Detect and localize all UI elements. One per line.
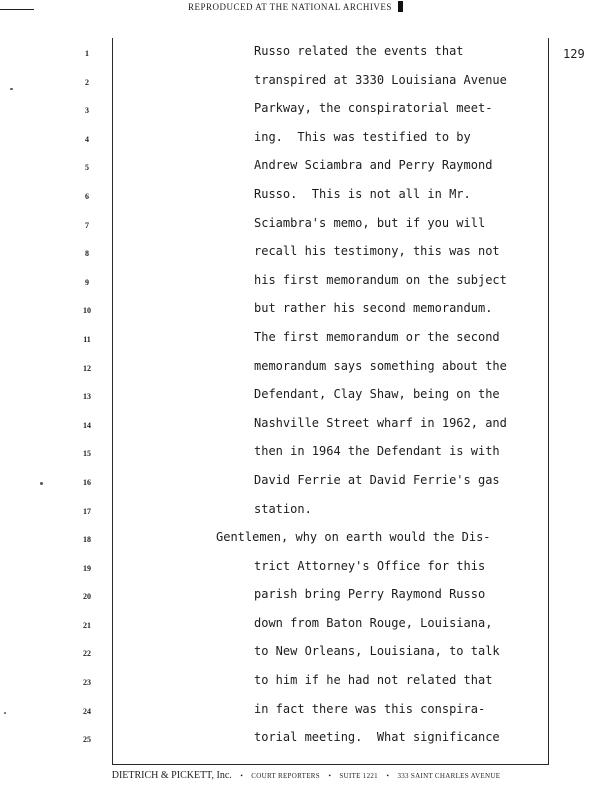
transcript-line bbox=[0, 584, 612, 613]
line-text: David Ferrie at David Ferrie's gas bbox=[254, 472, 500, 487]
line-text: ing. This was testified to by bbox=[254, 129, 471, 144]
transcript-line bbox=[0, 41, 612, 70]
line-number: 10 bbox=[83, 306, 91, 316]
transcript-line bbox=[0, 499, 612, 528]
page-edge-mark bbox=[0, 9, 34, 10]
page-number: 129 bbox=[563, 47, 585, 61]
line-number: 16 bbox=[83, 477, 91, 487]
line-text: recall his testimony, this was not bbox=[254, 244, 500, 259]
line-number: 8 bbox=[85, 249, 89, 259]
line-number: 12 bbox=[83, 363, 91, 373]
transcript-line bbox=[0, 527, 612, 556]
line-number: 7 bbox=[85, 220, 89, 230]
scan-speck bbox=[10, 88, 13, 90]
line-text: parish bring Perry Raymond Russo bbox=[254, 587, 486, 602]
line-number: 13 bbox=[83, 392, 91, 402]
transcript-line bbox=[0, 184, 612, 213]
line-text: his first memorandum on the subject bbox=[254, 272, 507, 287]
transcript-line bbox=[0, 213, 612, 242]
line-number: 14 bbox=[83, 420, 91, 430]
line-text: Russo related the events that bbox=[254, 44, 464, 58]
transcript-line bbox=[0, 70, 612, 99]
footer-address: 333 SAINT CHARLES AVENUE bbox=[397, 772, 501, 780]
line-text: station. bbox=[254, 501, 312, 516]
transcript-line bbox=[0, 727, 612, 756]
transcript-line bbox=[0, 98, 612, 127]
line-text: down from Baton Rouge, Louisiana, bbox=[254, 615, 493, 630]
line-number: 9 bbox=[85, 277, 89, 287]
footer-separator-icon: • bbox=[328, 772, 331, 780]
line-text: torial meeting. What significance bbox=[254, 730, 500, 745]
line-number: 20 bbox=[83, 592, 91, 602]
footer-suite: SUITE 1221 bbox=[339, 772, 378, 780]
transcript-line bbox=[0, 470, 612, 499]
line-text: Gentlemen, why on earth would the Dis- bbox=[216, 530, 491, 545]
line-text: in fact there was this conspira- bbox=[254, 701, 486, 716]
transcript-line bbox=[0, 670, 612, 699]
line-number: 19 bbox=[83, 563, 91, 573]
line-text: Nashville Street wharf in 1962, and bbox=[254, 415, 507, 430]
transcript-lines bbox=[0, 41, 612, 756]
line-number: 2 bbox=[85, 77, 89, 87]
transcript-line bbox=[0, 613, 612, 642]
transcript-line bbox=[0, 298, 612, 327]
transcript-line bbox=[0, 327, 612, 356]
transcript-line bbox=[0, 556, 612, 585]
line-text: Andrew Sciambra and Perry Raymond bbox=[254, 158, 493, 173]
transcript-line bbox=[0, 270, 612, 299]
line-text: Sciambra's memo, but if you will bbox=[254, 215, 486, 230]
line-number: 1 bbox=[85, 49, 89, 58]
transcript-line bbox=[0, 699, 612, 728]
line-number: 21 bbox=[83, 620, 91, 630]
transcript-line bbox=[0, 413, 612, 442]
line-number: 5 bbox=[85, 163, 89, 173]
footer-role: COURT REPORTERS bbox=[251, 772, 320, 780]
scan-speck bbox=[40, 482, 43, 485]
footer-firm: DIETRICH & PICKETT, Inc. bbox=[111, 770, 232, 781]
line-number: 11 bbox=[83, 334, 91, 344]
line-text: transpired at 3330 Louisiana Avenue bbox=[254, 72, 507, 87]
line-number: 15 bbox=[83, 449, 91, 459]
line-number: 22 bbox=[83, 649, 91, 659]
line-text: Russo. This is not all in Mr. bbox=[254, 186, 471, 201]
line-text: The first memorandum or the second bbox=[254, 329, 500, 344]
transcript-line bbox=[0, 641, 612, 670]
court-reporter-footer bbox=[0, 770, 612, 781]
scan-speck bbox=[4, 712, 6, 714]
line-number: 3 bbox=[85, 106, 89, 116]
line-text: to New Orleans, Louisiana, to talk bbox=[254, 644, 500, 659]
line-number: 4 bbox=[85, 134, 89, 144]
line-number: 18 bbox=[83, 535, 91, 545]
line-number: 6 bbox=[85, 191, 89, 201]
line-number: 24 bbox=[83, 706, 91, 716]
line-text: Parkway, the conspiratorial meet- bbox=[254, 101, 493, 116]
line-text: then in 1964 the Defendant is with bbox=[254, 444, 500, 459]
line-number: 23 bbox=[83, 678, 91, 688]
transcript-line bbox=[0, 155, 612, 184]
transcript-line bbox=[0, 384, 612, 413]
line-number: 25 bbox=[83, 735, 91, 745]
stamp-mark-icon bbox=[398, 1, 403, 12]
line-text: to him if he had not related that bbox=[254, 673, 493, 688]
line-text: memorandum says something about the bbox=[254, 358, 507, 373]
line-text: Defendant, Clay Shaw, being on the bbox=[254, 387, 500, 402]
transcript-line bbox=[0, 241, 612, 270]
line-text: trict Attorney's Office for this bbox=[254, 558, 486, 573]
archive-stamp: REPRODUCED AT THE NATIONAL ARCHIVES bbox=[188, 2, 392, 12]
footer-separator-icon: • bbox=[240, 772, 243, 780]
footer-separator-icon: • bbox=[386, 772, 389, 780]
line-text: but rather his second memorandum. bbox=[254, 301, 493, 316]
transcript-line bbox=[0, 441, 612, 470]
transcript-line bbox=[0, 356, 612, 385]
transcript-line bbox=[0, 127, 612, 156]
line-number: 17 bbox=[83, 506, 91, 516]
